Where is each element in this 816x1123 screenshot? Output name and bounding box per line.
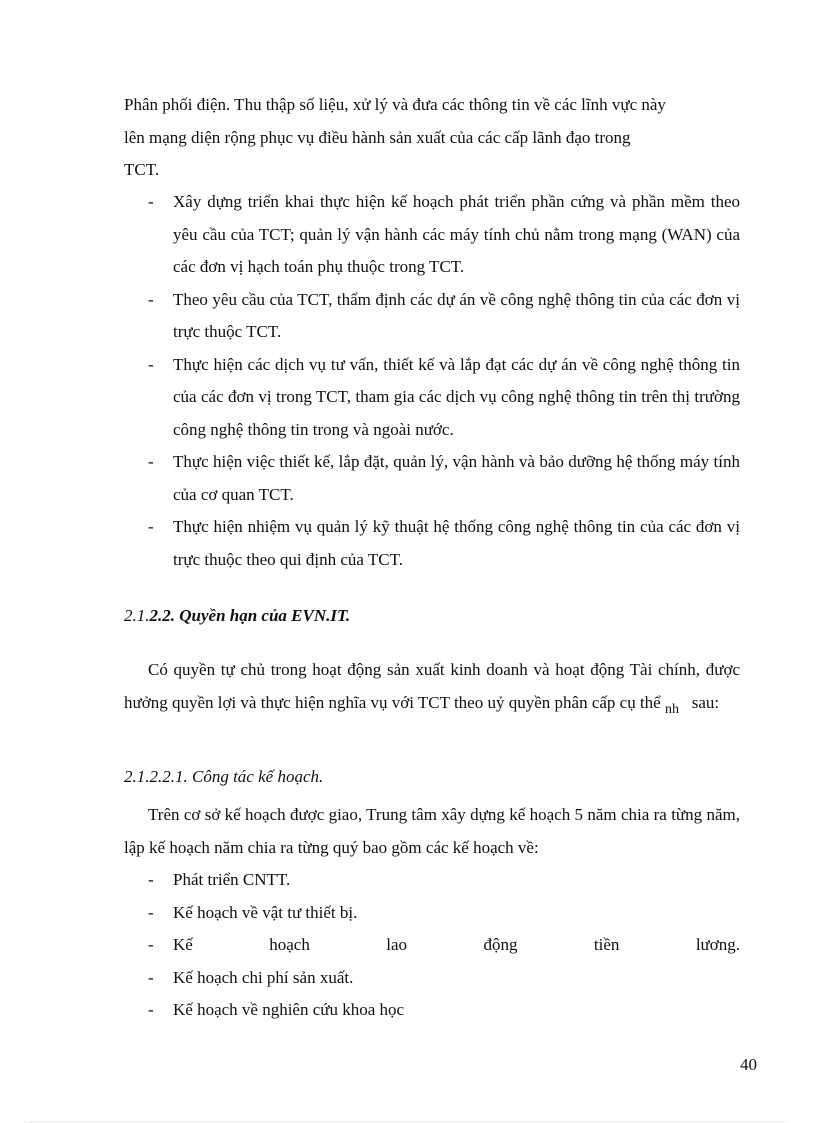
list-item-text: Thực hiện nhiệm vụ quản lý kỹ thuật hệ thống công nghệ thông tin của các đơn vị trực thuộc theo qui định của TCT.	[173, 517, 740, 569]
labor-word: lao	[386, 935, 408, 954]
list-item	[124, 929, 740, 962]
section-heading	[124, 600, 350, 632]
bullet-dash: -	[148, 452, 154, 471]
intro-line: Phân phối điện. Thu thập số liệu, xử lý và đưa các thông tin về các lĩnh vực này	[124, 95, 666, 114]
labor-word: hoạch	[269, 935, 310, 954]
rights-text: Có quyền tự chủ trong hoạt động sản xuất kinh doanh và hoạt động Tài chính, được hưởng quyền lợi và thực hiện nghĩa vụ với TCT theo uỷ quyền phân cấp cụ thể	[124, 660, 740, 712]
labor-word: động	[483, 935, 518, 954]
list-item-text: Thực hiện các dịch vụ tư vấn, thiết kế và lắp đạt các dự án về công nghệ thông tin của các đơn vị trong TCT, tham gia các dịch vụ công nghệ thông tin trên thị trường công nghệ thông tin trong và ngoài nước.	[173, 354, 740, 439]
bullet-dash: -	[148, 870, 154, 889]
bullet-dash: -	[148, 289, 154, 309]
bullet-dash: -	[148, 354, 154, 374]
subsection-heading: 2.1.2.2.1. Công tác kế hoạch.	[124, 767, 324, 786]
list-item	[124, 994, 740, 1027]
plans-list	[124, 864, 740, 1027]
rights-subscript: nh	[664, 701, 679, 717]
section-heading-text: 2.2. Quyền hạn của EVN.IT.	[149, 606, 351, 625]
list-item	[124, 511, 740, 576]
bullet-dash: -	[148, 967, 154, 987]
intro-line: lên mạng diện rộng phục vụ điều hành sản xuất của các cấp lãnh đạo trong	[124, 127, 631, 147]
list-item	[124, 284, 740, 349]
list-item-text: Xây dựng triển khai thực hiện kế hoạch phát triển phần cứng và phần mềm theo yêu cầu của TCT; quản lý vận hành các máy tính chủ nằm trong mạng (WAN) của các đơn vị hạch toán phụ thuộc trong TCT.	[173, 192, 740, 276]
list-item	[124, 962, 740, 995]
labor-plan-line	[173, 929, 740, 962]
list-item-text: Theo yêu cầu của TCT, thẩm định các dự án về công nghệ thông tin của các đơn vị trực thuộc TCT.	[173, 289, 740, 341]
bullet-dash: -	[148, 1000, 154, 1019]
rights-tail: sau:	[691, 692, 720, 712]
labor-word: lương.	[695, 935, 740, 954]
rights-paragraph	[124, 654, 740, 721]
labor-word: Kế	[173, 935, 193, 954]
bullet-dash: -	[148, 935, 154, 954]
list-item	[124, 446, 740, 511]
duties-list	[124, 186, 740, 576]
list-item	[124, 186, 740, 284]
bullet-dash: -	[148, 902, 154, 922]
bullet-dash: -	[148, 192, 154, 211]
bottom-divider	[30, 1121, 786, 1122]
list-item-text: Phát triển CNTT.	[173, 870, 291, 889]
list-item-text: Kế hoạch về nghiên cứu khoa học	[173, 1000, 405, 1019]
labor-word: tiền	[593, 935, 620, 954]
list-item-text: Kế hoạch về vật tư thiết bị.	[173, 902, 358, 922]
list-item-text: Kế hoạch chi phí sản xuất.	[173, 967, 354, 987]
list-item-text: Thực hiện việc thiết kế, lắp đặt, quản lý, vận hành và bảo dưỡng hệ thống máy tính của cơ quan TCT.	[173, 452, 740, 504]
intro-paragraph	[124, 89, 740, 187]
bullet-dash: -	[148, 517, 154, 536]
page-number: 40	[740, 1055, 757, 1074]
list-item	[124, 349, 740, 447]
list-item	[124, 864, 740, 897]
intro-line: TCT.	[124, 160, 160, 179]
plan-paragraph: Trên cơ sở kế hoạch được giao, Trung tâm xây dựng kế hoạch 5 năm chia ra từng năm, lập kế hoạch năm chia ra từng quý bao gồm các kế hoạch về:	[124, 805, 740, 857]
list-item	[124, 897, 740, 930]
section-heading-lead: 2.1.	[124, 606, 150, 625]
